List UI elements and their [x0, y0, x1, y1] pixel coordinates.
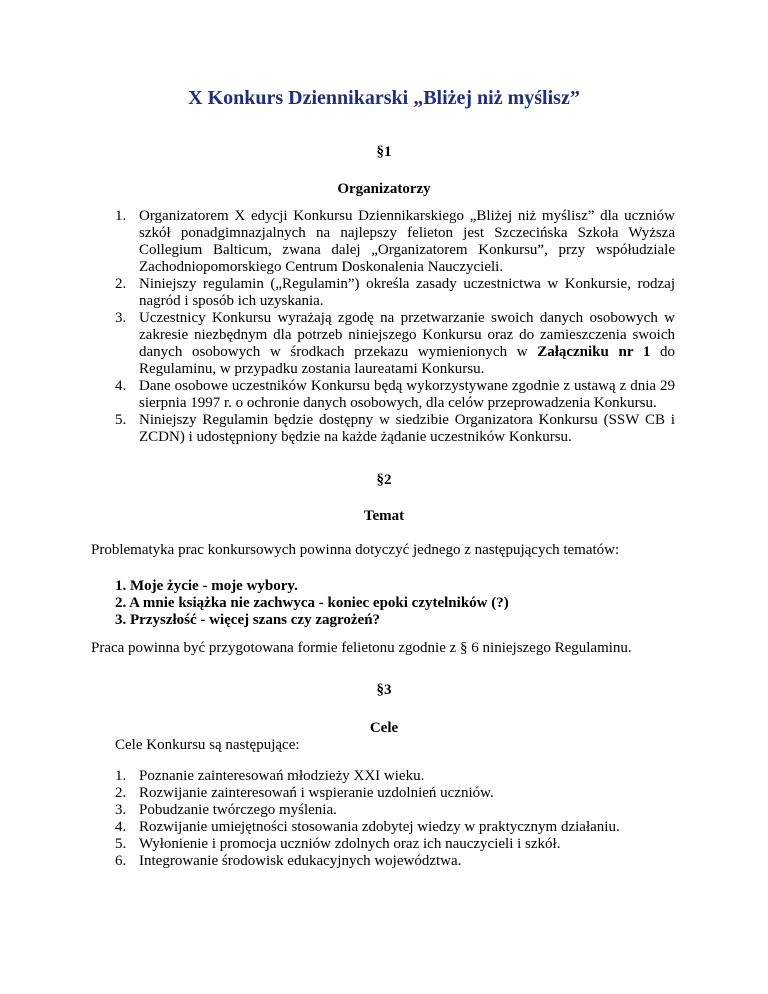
list-item-text-end: do Regulaminu, w przypadku zostania laureatami Konkursu.: [139, 344, 676, 377]
list-item-number: 4.: [115, 819, 127, 835]
list-item: [115, 208, 675, 276]
topic-item: 1. Moje życie - moje wybory.: [115, 578, 298, 594]
list-item-text: Dane osobowe uczestników Konkursu będą wykorzystywane zgodnie z ustawą z dnia 29 sierpnia 1997 r. o ochronie danych osobowych, dla celów przeprowadzenia Konkursu.: [139, 378, 675, 411]
list-item-text: Organizatorem X edycji Konkursu Dziennikarskiego „Bliżej niż myślisz” dla uczniów szkół ponadgimnazjalnych na najlepszy felieton jest Szczecińska Szkoła Wyższa Collegium Balticum, zwana dalej „Organizatorem Konkursu”, przy współudziale Zachodniopomorskiego Centrum Doskonalenia Nauczycieli.: [139, 208, 675, 275]
section-3-symbol: §3: [376, 682, 392, 698]
section-1-symbol: §1: [376, 144, 392, 160]
list-item-number: 4.: [115, 378, 127, 394]
list-item: [115, 412, 675, 446]
list-item-number: 5.: [115, 836, 127, 852]
list-item: [115, 785, 675, 802]
list-item: [115, 768, 675, 785]
list-item: [115, 378, 675, 412]
list-item: [115, 802, 675, 819]
list-item-text: Wyłonienie i promocja uczniów zdolnych oraz ich nauczycieli i szkół.: [139, 836, 561, 852]
section-1-heading: Organizatorzy: [337, 181, 431, 197]
section-2-outro: Praca powinna być przygotowana formie felietonu zgodnie z § 6 niniejszego Regulaminu.: [91, 640, 632, 656]
list-item: [115, 310, 676, 378]
list-item: [115, 853, 675, 870]
list-item-number: 6.: [115, 853, 127, 869]
topic-item: 3. Przyszłość - więcej szans czy zagrożeń?: [115, 612, 381, 628]
list-item: [115, 836, 675, 853]
section-2-intro: Problematyka prac konkursowych powinna dotyczyć jednego z następujących tematów:: [91, 542, 620, 558]
topic-item: 2. A mnie książka nie zachwyca - koniec epoki czytelników (?): [115, 595, 509, 611]
list-item-text: Poznanie zainteresowań młodzieży XXI wieku.: [139, 768, 425, 784]
list-item: [115, 276, 675, 310]
document-title: X Konkurs Dziennikarski „Bliżej niż myślisz”: [188, 87, 580, 109]
list-item-number: 3.: [115, 802, 127, 818]
section-3-heading: Cele: [369, 720, 399, 736]
list-item-text: Rozwijanie zainteresowań i wspieranie uzdolnień uczniów.: [139, 785, 494, 801]
topics-list: [115, 578, 509, 629]
list-item-text: Pobudzanie twórczego myślenia.: [139, 802, 337, 818]
section-3-list: [115, 768, 675, 870]
list-item-text: Rozwijanie umiejętności stosowania zdobytej wiedzy w praktycznym działaniu.: [139, 819, 620, 835]
list-item-text: Integrowanie środowisk edukacyjnych województwa.: [139, 853, 462, 869]
list-item-text-bold: Załączniku nr 1: [537, 344, 651, 360]
list-item-number: 2.: [115, 785, 127, 801]
list-item-number: 2.: [115, 276, 127, 292]
list-item-number: 1.: [115, 208, 127, 224]
list-item-number: 3.: [115, 310, 127, 326]
list-item-text: Niniejszy Regulamin będzie dostępny w siedzibie Organizatora Konkursu (SSW CB i ZCDN) i udostępniony będzie na każde żądanie uczestników Konkursu.: [139, 412, 675, 445]
section-2-heading: Temat: [363, 508, 405, 524]
section-3-intro: Cele Konkursu są następujące:: [115, 737, 300, 753]
list-item: [115, 819, 675, 836]
list-item-number: 5.: [115, 412, 127, 428]
list-item-number: 1.: [115, 768, 127, 784]
section-1-list: [115, 208, 676, 446]
list-item-text-start: Uczestnicy Konkursu wyrażają zgodę na przetwarzanie swoich danych osobowych w zakresie niezbędnym dla potrzeb niniejszego Konkursu oraz do zamieszczenia swoich danych osobowych w środkach przekazu wymienionych w: [139, 310, 675, 360]
section-2-symbol: §2: [376, 472, 392, 488]
list-item-text: Niniejszy regulamin („Regulamin”) określa zasady uczestnictwa w Konkursie, rodzaj nagród i sposób ich uzyskania.: [139, 276, 675, 309]
